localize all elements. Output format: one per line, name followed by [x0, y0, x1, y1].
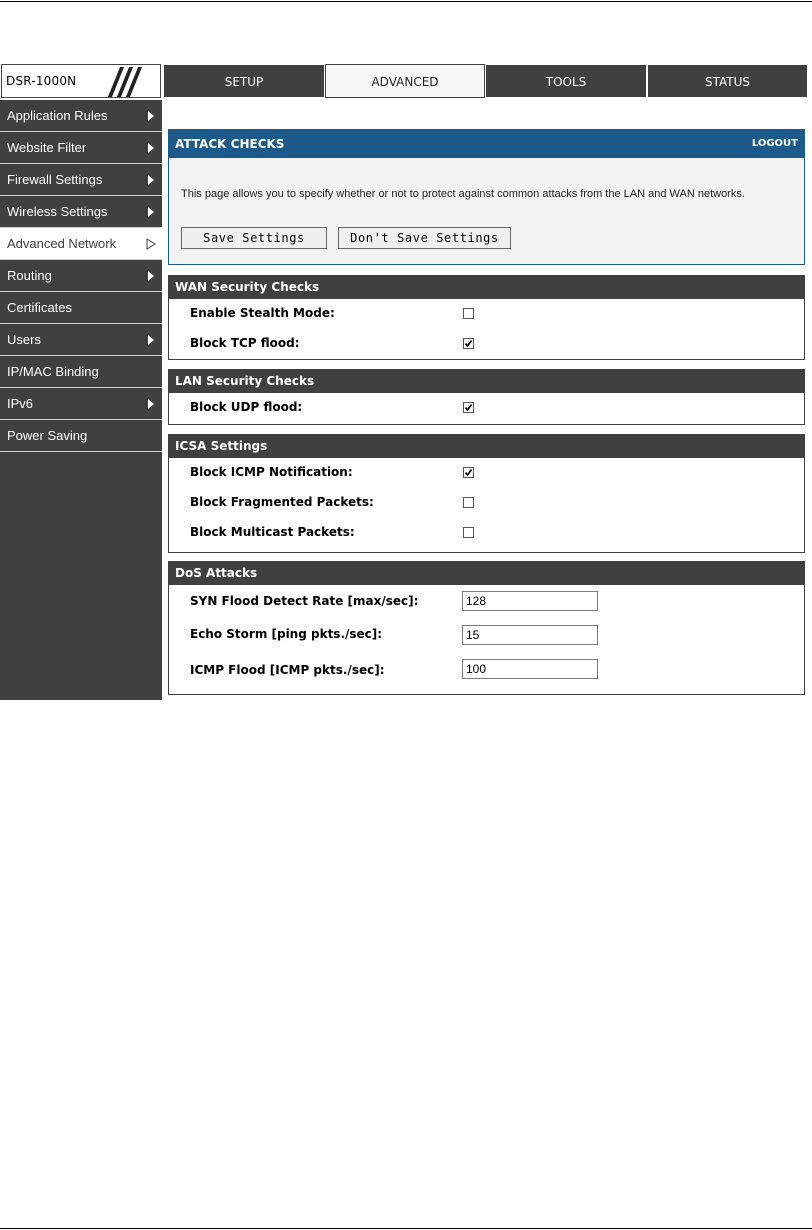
tab-setup[interactable]: SETUP	[163, 64, 325, 98]
sidebar-item-power-saving[interactable]	[0, 420, 162, 452]
tab-status[interactable]: STATUS	[647, 64, 808, 98]
section-title: ICSA Settings	[169, 435, 804, 458]
brand-logo	[1, 64, 161, 98]
sidebar-item-label: Certificates	[7, 300, 73, 315]
tab-tools[interactable]: TOOLS	[485, 64, 647, 98]
stealth-mode-label: Enable Stealth Mode:	[190, 306, 335, 320]
sidebar	[0, 100, 162, 700]
sidebar-item-label: Application Rules	[7, 108, 108, 123]
udp-flood-checkbox[interactable]	[463, 402, 474, 413]
icmp-flood-label: ICMP Flood [ICMP pkts./sec]:	[190, 663, 385, 677]
chevron-right-icon	[148, 143, 154, 153]
sidebar-item-users[interactable]	[0, 324, 162, 356]
sidebar-item-label: IP/MAC Binding	[7, 364, 99, 379]
sidebar-item-label: Power Saving	[7, 428, 88, 443]
tcp-flood-row	[169, 329, 804, 359]
fragmented-packets-row	[169, 488, 804, 518]
sidebar-item-label: IPv6	[7, 396, 34, 411]
sidebar-item-application-rules[interactable]	[0, 100, 162, 132]
sidebar-item-ipv6[interactable]	[0, 388, 162, 420]
chevron-right-icon	[148, 399, 154, 409]
syn-flood-rate-input[interactable]: 128	[462, 591, 598, 611]
stealth-mode-checkbox[interactable]	[463, 308, 474, 319]
icmp-notification-row	[169, 458, 804, 488]
sidebar-item-ip-mac-binding[interactable]	[0, 356, 162, 388]
section-title: DoS Attacks	[169, 562, 804, 585]
top-navigation	[0, 63, 812, 99]
page-title: ATTACK CHECKS	[175, 137, 285, 151]
section-title: WAN Security Checks	[169, 276, 804, 299]
echo-storm-label: Echo Storm [ping pkts./sec]:	[190, 627, 383, 641]
checkmark-icon	[464, 403, 473, 412]
echo-storm-row	[169, 617, 804, 655]
chevron-right-icon	[148, 207, 154, 217]
stealth-mode-row	[169, 299, 804, 329]
dont-save-settings-button[interactable]: Don't Save Settings	[338, 227, 511, 249]
sidebar-item-advanced-network[interactable]	[0, 228, 162, 260]
sidebar-item-website-filter[interactable]	[0, 132, 162, 164]
checkmark-icon	[464, 468, 473, 477]
icmp-flood-input[interactable]: 100	[462, 659, 598, 679]
echo-storm-input[interactable]: 15	[462, 625, 598, 645]
save-settings-button[interactable]: Save Settings	[181, 227, 327, 249]
page-description: This page allows you to specify whether or not to protect against common attacks from the LAN and WAN networks.	[181, 188, 745, 200]
lan-security-checks-section	[168, 369, 805, 425]
sidebar-item-routing[interactable]	[0, 260, 162, 292]
multicast-packets-checkbox[interactable]	[463, 527, 474, 538]
dos-attacks-section	[168, 561, 805, 695]
sidebar-item-label: Advanced Network	[7, 236, 117, 251]
logout-link[interactable]: LOGOUT	[751, 138, 798, 149]
brand-slashes-icon	[106, 65, 160, 97]
sidebar-item-wireless-settings[interactable]	[0, 196, 162, 228]
multicast-packets-row	[169, 518, 804, 548]
icmp-notification-checkbox[interactable]	[463, 467, 474, 478]
attack-checks-panel	[168, 129, 805, 265]
multicast-packets-label: Block Multicast Packets:	[190, 525, 355, 539]
tcp-flood-label: Block TCP flood:	[190, 336, 300, 350]
attack-checks-header	[169, 130, 804, 158]
fragmented-packets-label: Block Fragmented Packets:	[190, 495, 374, 509]
chevron-right-icon	[148, 271, 154, 281]
sidebar-item-label: Routing	[7, 268, 52, 283]
sidebar-item-label: Wireless Settings	[7, 204, 108, 219]
sidebar-item-firewall-settings[interactable]	[0, 164, 162, 196]
sidebar-item-label: Users	[7, 332, 41, 347]
brand-name: DSR-1000N	[6, 74, 77, 88]
tab-advanced[interactable]: ADVANCED	[325, 64, 485, 98]
fragmented-packets-checkbox[interactable]	[463, 497, 474, 508]
syn-flood-row	[169, 585, 804, 617]
bottom-rule	[0, 1228, 812, 1229]
icsa-settings-section	[168, 434, 805, 553]
top-rule	[0, 1, 812, 2]
wan-security-checks-section	[168, 275, 805, 360]
tcp-flood-checkbox[interactable]	[463, 338, 474, 349]
udp-flood-row	[169, 393, 804, 423]
chevron-right-icon	[148, 335, 154, 345]
icmp-notification-label: Block ICMP Notification:	[190, 465, 353, 479]
udp-flood-label: Block UDP flood:	[190, 400, 303, 414]
sidebar-item-label: Firewall Settings	[7, 172, 103, 187]
chevron-right-icon	[148, 111, 154, 121]
checkmark-icon	[464, 339, 473, 348]
chevron-right-icon	[148, 175, 154, 185]
section-title: LAN Security Checks	[169, 370, 804, 393]
sidebar-item-certificates[interactable]	[0, 292, 162, 324]
sidebar-item-label: Website Filter	[7, 140, 87, 155]
icmp-flood-row	[169, 655, 804, 689]
chevron-right-outline-icon	[146, 238, 156, 250]
syn-flood-label: SYN Flood Detect Rate [max/sec]:	[190, 594, 419, 608]
